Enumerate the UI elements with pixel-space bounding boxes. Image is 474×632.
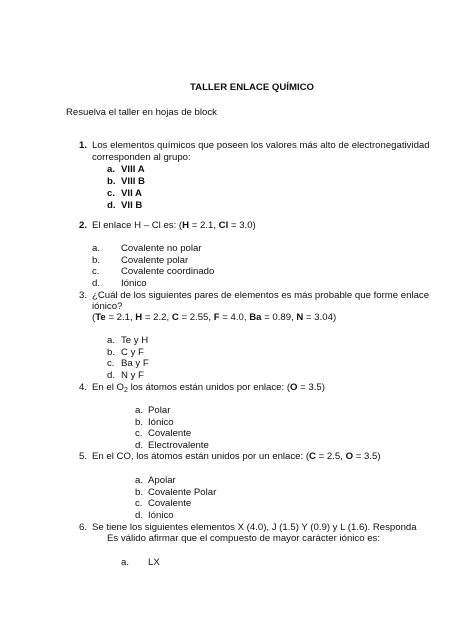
- q1-option-text: VIII A: [121, 164, 145, 175]
- question-4-text: [92, 382, 325, 394]
- q2-cl-symbol: Cl: [218, 220, 229, 231]
- q5-option-letter: b.: [135, 487, 144, 498]
- q3-c-symbol: C: [171, 312, 179, 323]
- q2-option-letter: c.: [92, 266, 100, 277]
- q5-option-letter: a.: [135, 475, 144, 486]
- q4-prompt-start: En el O: [92, 382, 124, 393]
- q2-option-text: Covalente coordinado: [121, 266, 215, 277]
- q2-option-letter: a.: [92, 243, 101, 254]
- q5-option-text: Covalente: [148, 498, 192, 509]
- q3-te-symbol: Te: [95, 312, 106, 323]
- q4-o-value: = 3.5): [297, 382, 325, 393]
- q5-o-value: = 3.5): [353, 451, 381, 462]
- q2-h-value: = 2.1,: [189, 220, 219, 231]
- q5-o-symbol: O: [345, 451, 354, 462]
- q4-option-letter: c.: [135, 428, 143, 439]
- q3-open-paren: (: [92, 312, 96, 323]
- q2-option-text: Covalente polar: [121, 255, 189, 266]
- q6-option-letter: a.: [121, 557, 130, 568]
- q5-option-text: Apolar: [148, 475, 176, 486]
- q3-option-letter: a.: [107, 335, 116, 346]
- question-1-number: 1.: [79, 140, 88, 151]
- q4-option-text: Iónico: [148, 417, 174, 428]
- q3-option-text: Te y H: [121, 335, 149, 346]
- q3-option-text: C y F: [121, 347, 144, 358]
- q1-option-letter: a.: [107, 164, 116, 175]
- q4-option-text: Covalente: [148, 428, 192, 439]
- question-3-number: 3.: [79, 290, 88, 301]
- q4-subscript: 2: [124, 387, 128, 394]
- q2-option-letter: d.: [92, 278, 101, 289]
- q3-f-value: = 4.0,: [219, 312, 250, 323]
- question-5-text: [92, 451, 381, 463]
- q3-option-letter: d.: [107, 370, 116, 381]
- question-1-line-1: Los elementos químicos que poseen los valores más alto de electronegatividad: [92, 140, 430, 151]
- q1-option-letter: c.: [107, 188, 116, 199]
- q5-c-value: = 2.5,: [315, 451, 346, 462]
- question-3-values: [92, 312, 336, 324]
- q4-prompt-end: los átomos están unidos por enlace: (: [127, 382, 291, 393]
- question-6-number: 6.: [79, 522, 88, 533]
- q1-option-text: VII A: [121, 188, 142, 199]
- q2-cl-value: = 3.0): [228, 220, 256, 231]
- question-5-number: 5.: [79, 451, 88, 462]
- question-3-line-1: ¿Cuál de los siguientes pares de elementos es más probable que forme enlace: [92, 290, 430, 301]
- question-6-line-2: Es válido afirmar que el compuesto de mayor carácter iónico es:: [107, 533, 381, 544]
- question-1-line-2: corresponden al grupo:: [92, 152, 191, 163]
- q3-ba-symbol: Ba: [249, 312, 262, 323]
- q5-prompt: En el CO, los átomos están unidos por un enlace: (: [92, 451, 310, 462]
- question-2-text: [92, 220, 256, 232]
- q4-o-symbol: O: [290, 382, 298, 393]
- q3-n-value: = 3.04): [303, 312, 337, 323]
- q5-option-letter: c.: [135, 498, 143, 509]
- question-4-number: 4.: [79, 382, 88, 393]
- q1-option-letter: d.: [107, 200, 116, 211]
- q5-option-text: Iónico: [148, 510, 174, 521]
- q3-ba-value: = 0.89,: [261, 312, 297, 323]
- q4-option-text: Electrovalente: [148, 440, 209, 451]
- question-2-number: 2.: [79, 220, 88, 231]
- q1-option-text: VII B: [121, 200, 143, 211]
- q3-h-symbol: H: [135, 312, 143, 323]
- q3-h-value: = 2.2,: [142, 312, 172, 323]
- q3-c-value: = 2.55,: [178, 312, 214, 323]
- instruction-text: Resuelva el taller en hojas de block: [66, 107, 217, 118]
- q1-option-letter: b.: [107, 176, 116, 187]
- q5-c-symbol: C: [309, 451, 316, 462]
- q5-option-letter: d.: [135, 510, 144, 521]
- q4-option-letter: d.: [135, 440, 144, 451]
- q4-option-letter: a.: [135, 405, 144, 416]
- q4-option-letter: b.: [135, 417, 144, 428]
- q3-option-text: Ba y F: [121, 358, 149, 369]
- q5-option-text: Covalente Polar: [148, 487, 217, 498]
- q2-h-symbol: H: [182, 220, 190, 231]
- q6-option-text: LX: [148, 557, 160, 568]
- q2-prompt: El enlace H – Cl es: (: [92, 220, 183, 231]
- q3-option-text: N y F: [121, 370, 144, 381]
- q3-option-letter: c.: [107, 358, 115, 369]
- q2-option-letter: b.: [92, 255, 101, 266]
- q1-option-text: VIII B: [121, 176, 145, 187]
- q3-n-symbol: N: [296, 312, 304, 323]
- q2-option-text: Covalente no polar: [121, 243, 202, 254]
- question-3-line-2: iónico?: [92, 301, 123, 312]
- question-6-line-1: Se tiene los siguientes elementos X (4.0), J (1.5) Y (0.9) y L (1.6). Responda: [92, 522, 417, 533]
- page-title: TALLER ENLACE QUÍMICO: [190, 82, 315, 93]
- q3-te-value: = 2.1,: [105, 312, 136, 323]
- q2-option-text: Iónico: [121, 278, 147, 289]
- q3-f-symbol: F: [213, 312, 220, 323]
- q4-option-text: Polar: [148, 405, 171, 416]
- q3-option-letter: b.: [107, 347, 116, 358]
